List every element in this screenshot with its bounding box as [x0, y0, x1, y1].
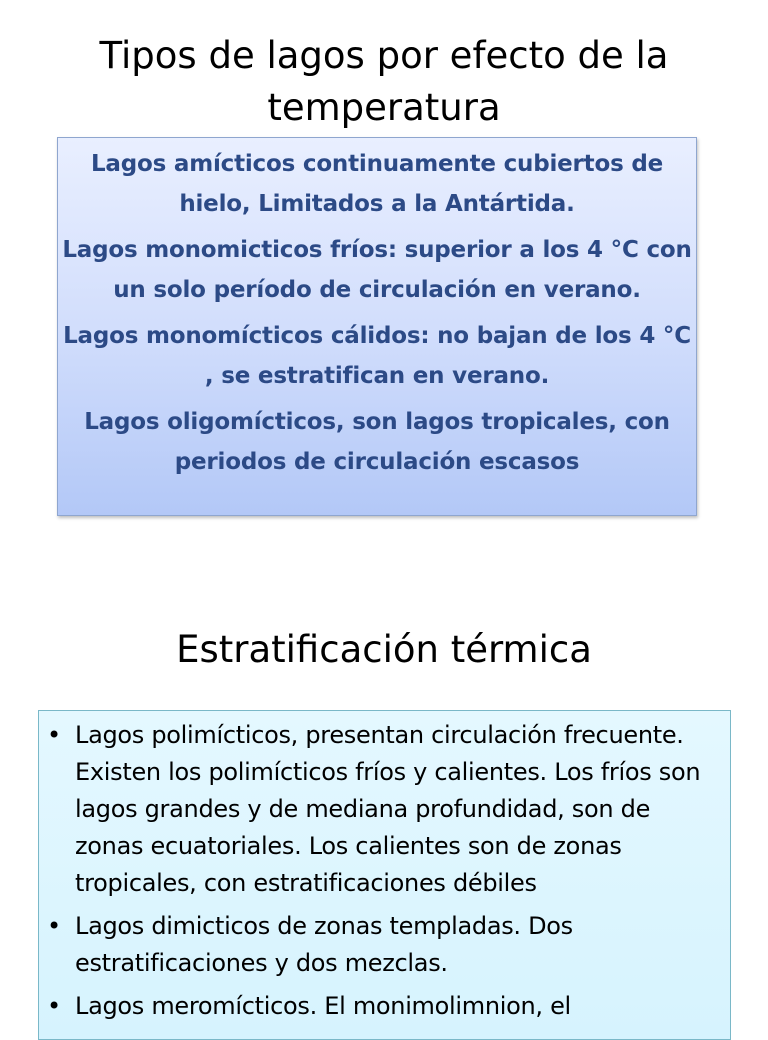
list-item [45, 988, 720, 1025]
bullet-icon: • [47, 912, 61, 940]
list-item [45, 717, 720, 902]
section-title: Estratificación térmica [176, 628, 592, 671]
list-item-text: Lagos meromícticos. El monimolimnion, el [75, 992, 571, 1020]
bullet-icon: • [47, 992, 61, 1020]
slide-title: Tipos de lagos por efecto de la temperatura [99, 34, 669, 129]
list-item [45, 908, 720, 982]
stratification-list [45, 717, 720, 1025]
lake-type-paragraph: Lagos monomicticos fríos: superior a los 4 °C con un solo período de circulación en verano. [62, 237, 692, 303]
bullet-icon: • [47, 721, 61, 749]
stratification-box [38, 710, 731, 1040]
lake-type-paragraph: Lagos amícticos continuamente cubiertos de hielo, Limitados a la Antártida. [90, 151, 664, 217]
lake-types-box [57, 137, 697, 516]
lake-type-paragraph: Lagos oligomícticos, son lagos tropicales, con periodos de circulación escasos [84, 409, 670, 475]
list-item-text: Lagos dimicticos de zonas templadas. Dos estratificaciones y dos mezclas. [75, 912, 573, 977]
list-item-text: Lagos polimícticos, presentan circulación frecuente. Existen los polimícticos fríos y calientes. Los fríos son lagos grandes y de mediana profundidad, son de zonas ecuatoriales. Los calientes son de zonas tropicales, con estratificaciones débiles [75, 721, 701, 897]
lake-type-paragraph: Lagos monomícticos cálidos: no bajan de los 4 °C , se estratifican en verano. [63, 323, 691, 389]
